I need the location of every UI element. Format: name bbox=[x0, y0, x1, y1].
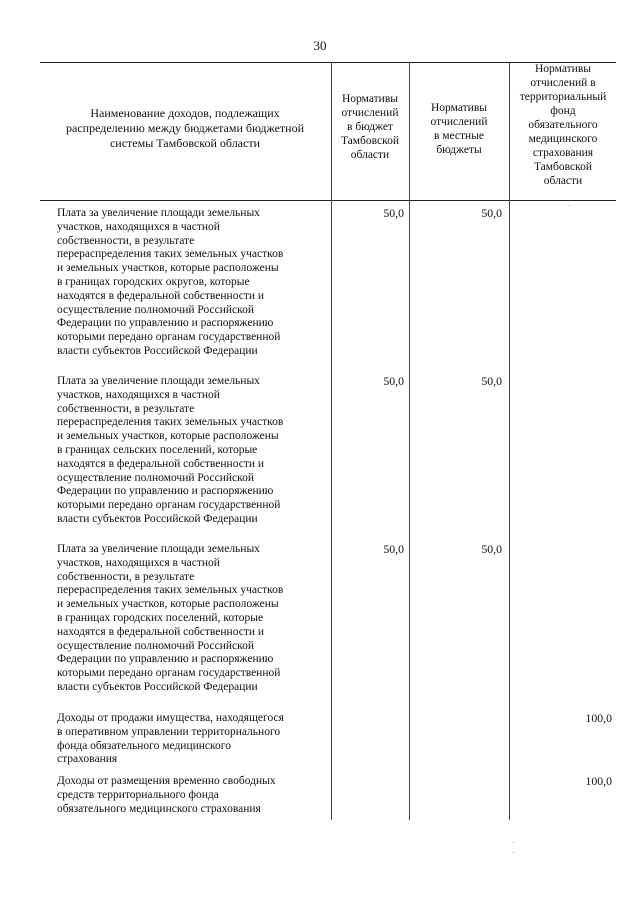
table-row-income-name: Доходы от размещения временно свободных средств территориального фонда обязательного медицинского страхования bbox=[57, 775, 276, 815]
table-row-income-name: Доходы от продажи имущества, находящегося в оперативном управлении территориального фонда обязательного медицинского страхования bbox=[57, 712, 284, 766]
table-cell-local: 50,0 bbox=[481, 542, 502, 556]
header-regional-budget: Нормативы отчислений в бюджет Тамбовской области bbox=[340, 93, 400, 161]
header-local-budgets: Нормативы отчислений в местные бюджеты bbox=[430, 102, 488, 156]
table-cell-local: 50,0 bbox=[481, 206, 502, 220]
table-cell-regional: 50,0 bbox=[383, 206, 404, 220]
column-divider-2 bbox=[409, 62, 410, 820]
table-cell-fund: 100,0 bbox=[585, 774, 612, 788]
scan-speck bbox=[569, 205, 570, 206]
scan-speck bbox=[513, 852, 514, 853]
table-row-income-name: Плата за увеличение площади земельных участков, находящихся в частной собственности, в результате перераспределения таких земельных участков и земельных участков, которые расположены в границах городских поселений, которые находятся в федеральной собственности и осуществление полномочий Российской Федерации по управлению и распоряжению которыми передано органам государственной власти субъектов Российской Федерации bbox=[57, 543, 284, 693]
scan-speck bbox=[513, 842, 514, 843]
table-cell-regional: 50,0 bbox=[383, 374, 404, 388]
header-income-name: Наименование доходов, подлежащих распределению между бюджетами бюджетной системы Тамбовской области bbox=[66, 106, 304, 150]
table-cell-local: 50,0 bbox=[481, 374, 502, 388]
table-cell-regional: 50,0 bbox=[383, 542, 404, 556]
column-divider-1 bbox=[331, 62, 332, 820]
page-number: 30 bbox=[313, 38, 327, 53]
table-cell-fund: 100,0 bbox=[585, 711, 612, 725]
header-bottom-border bbox=[40, 200, 616, 201]
header-medical-fund: Нормативы отчислений в территориальный фонд обязательного медицинского страхования Тамбовской области bbox=[519, 63, 607, 187]
table-row-income-name: Плата за увеличение площади земельных участков, находящихся в частной собственности, в результате перераспределения таких земельных участков и земельных участков, которые расположены в границах городских округов, которые находятся в федеральной собственности и осуществление полномочий Российской Федерации по управлению и распоряжению которыми передано органам государственной власти субъектов Российской Федерации bbox=[57, 207, 284, 357]
table-row-income-name: Плата за увеличение площади земельных участков, находящихся в частной собственности, в результате перераспределения таких земельных участков и земельных участков, которые расположены в границах сельских поселений, которые находятся в федеральной собственности и осуществление полномочий Российской Федерации по управлению и распоряжению которыми передано органам государственной власти субъектов Российской Федерации bbox=[57, 375, 284, 525]
